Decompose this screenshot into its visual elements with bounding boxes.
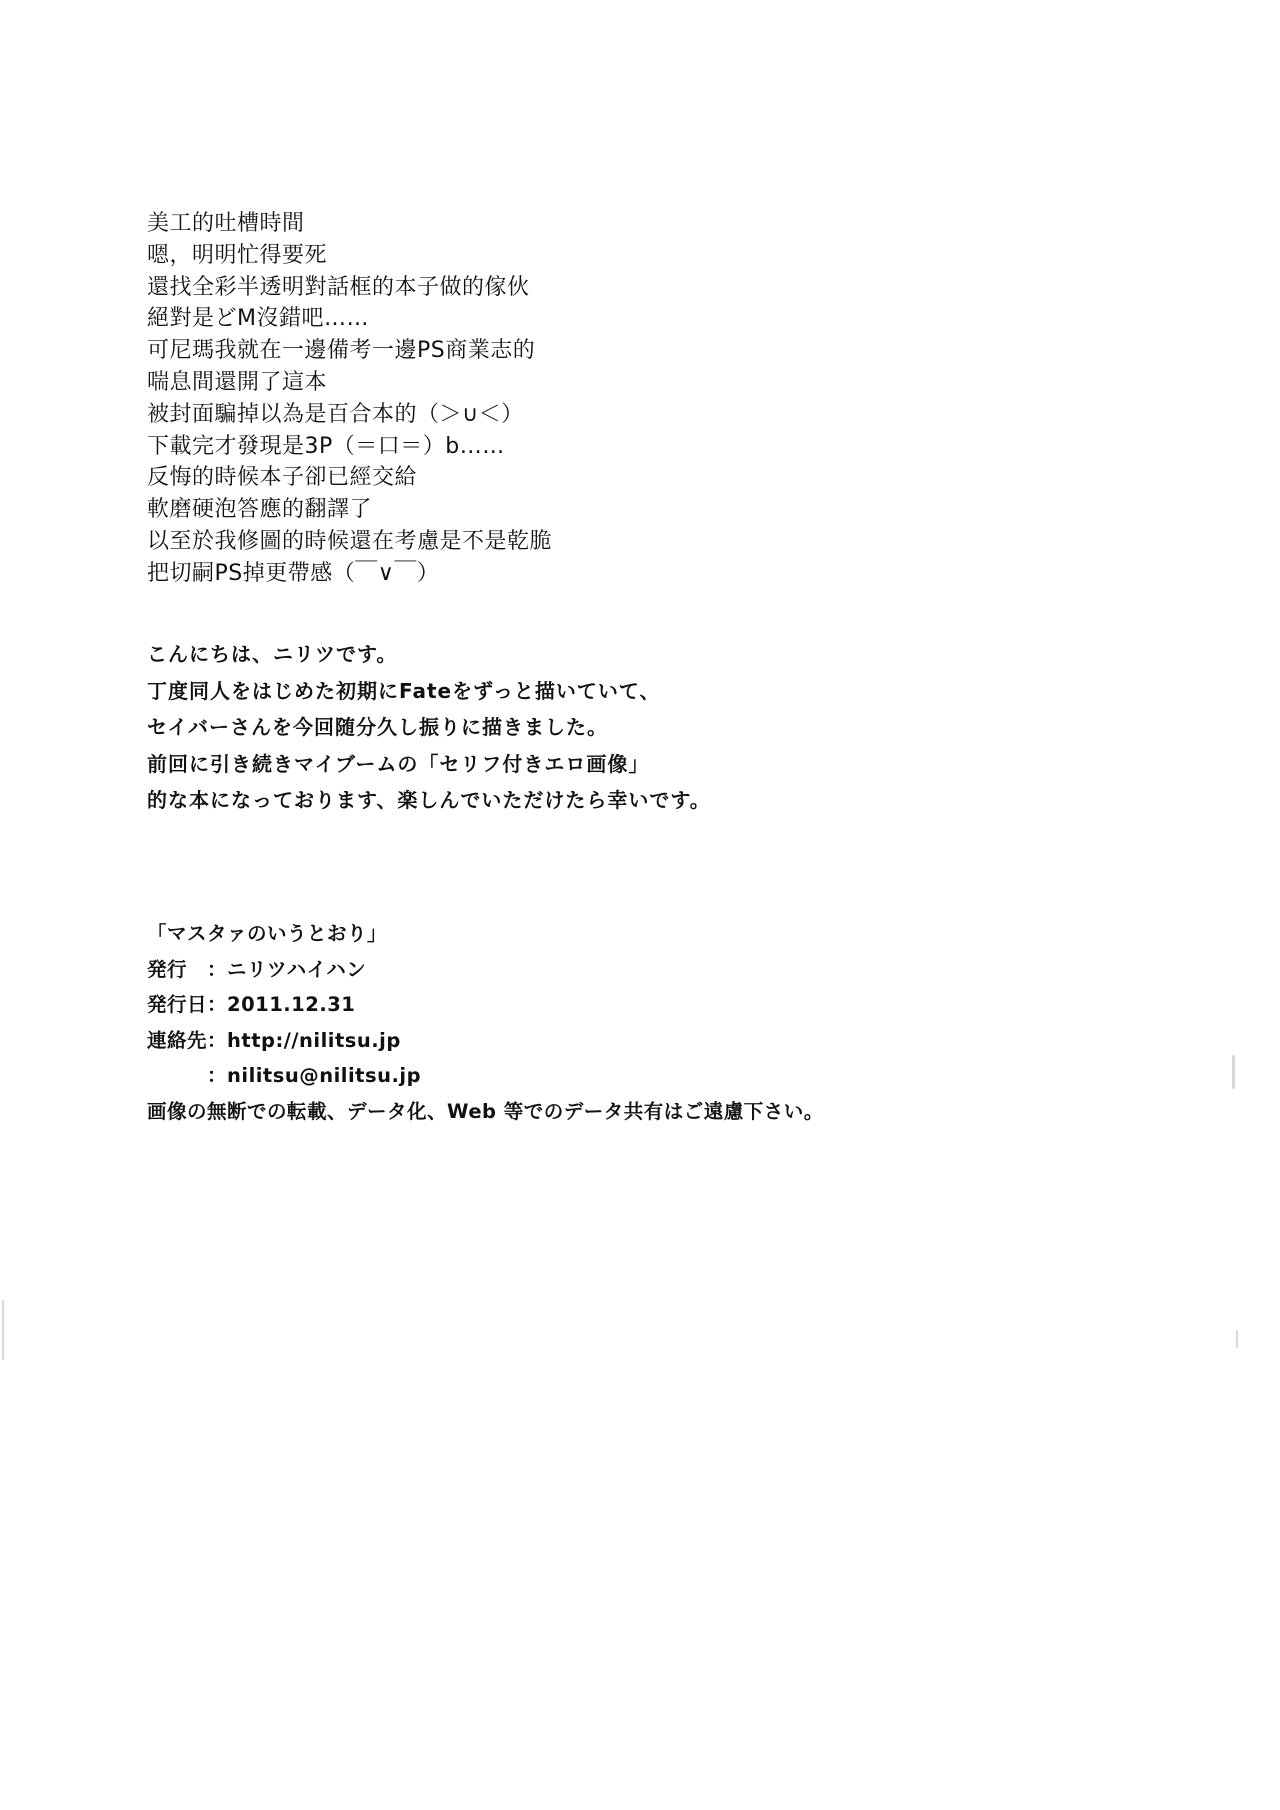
translator-note-line: 喘息間還開了這本 <box>147 369 328 395</box>
publisher-line: 発行 ：ニリツハイハン <box>147 957 367 981</box>
contact-url-line: 連絡先：http://nilitsu.jp <box>147 1028 401 1052</box>
author-greeting-line: 的な本になっております、楽しんでいただけたら幸いです。 <box>147 788 711 812</box>
scan-speck <box>1236 1330 1238 1348</box>
translator-note-line: 把切嗣PS掉更帶感（￣∨￣） <box>147 560 440 586</box>
translator-note-line: 被封面騙掉以為是百合本的（＞∪＜） <box>147 401 524 427</box>
contact-email-line: ：nilitsu@nilitsu.jp <box>147 1064 422 1087</box>
translator-note-line: 軟磨硬泡答應的翻譯了 <box>147 497 373 523</box>
publish-date-line: 発行日：2011.12.31 <box>147 993 356 1016</box>
translator-note-line: 嗯，明明忙得要死 <box>147 242 328 268</box>
author-greeting-line: 丁度同人をはじめた初期にFateをずっと描いていて、 <box>147 678 661 703</box>
book-title: 「マスタァのいうとおり」 <box>147 922 388 945</box>
translator-note-line: 下載完才發現是3P（＝口＝）b…… <box>147 433 505 459</box>
translator-note-line: 可尼瑪我就在一邊備考一邊PS商業志的 <box>147 338 536 364</box>
colophon <box>147 916 824 1129</box>
scan-speck <box>2 1300 4 1360</box>
author-greeting <box>147 636 711 819</box>
translator-note-line: 以至於我修圖的時候還在考慮是不是乾脆 <box>147 528 553 554</box>
translator-note-line: 反悔的時候本子卻已經交給 <box>147 465 418 491</box>
translator-note <box>147 208 552 590</box>
translator-note-line: 還找全彩半透明對話框的本子做的傢伙 <box>147 274 530 300</box>
author-greeting-line: セイバーさんを今回随分久し振りに描きました。 <box>147 715 608 739</box>
translator-note-line: 美工的吐槽時間 <box>147 211 305 236</box>
author-greeting-line: こんにちは、ニリツです。 <box>147 642 398 666</box>
author-greeting-line: 前回に引き続きマイブームの「セリフ付きエロ画像」 <box>147 751 650 776</box>
translator-note-line: 絕對是どM沒錯吧…… <box>147 306 369 332</box>
copyright-notice: 画像の無断での転載、データ化、Web 等でのデータ共有はご遠慮下さい。 <box>147 1099 824 1123</box>
scan-speck <box>1232 1055 1235 1089</box>
